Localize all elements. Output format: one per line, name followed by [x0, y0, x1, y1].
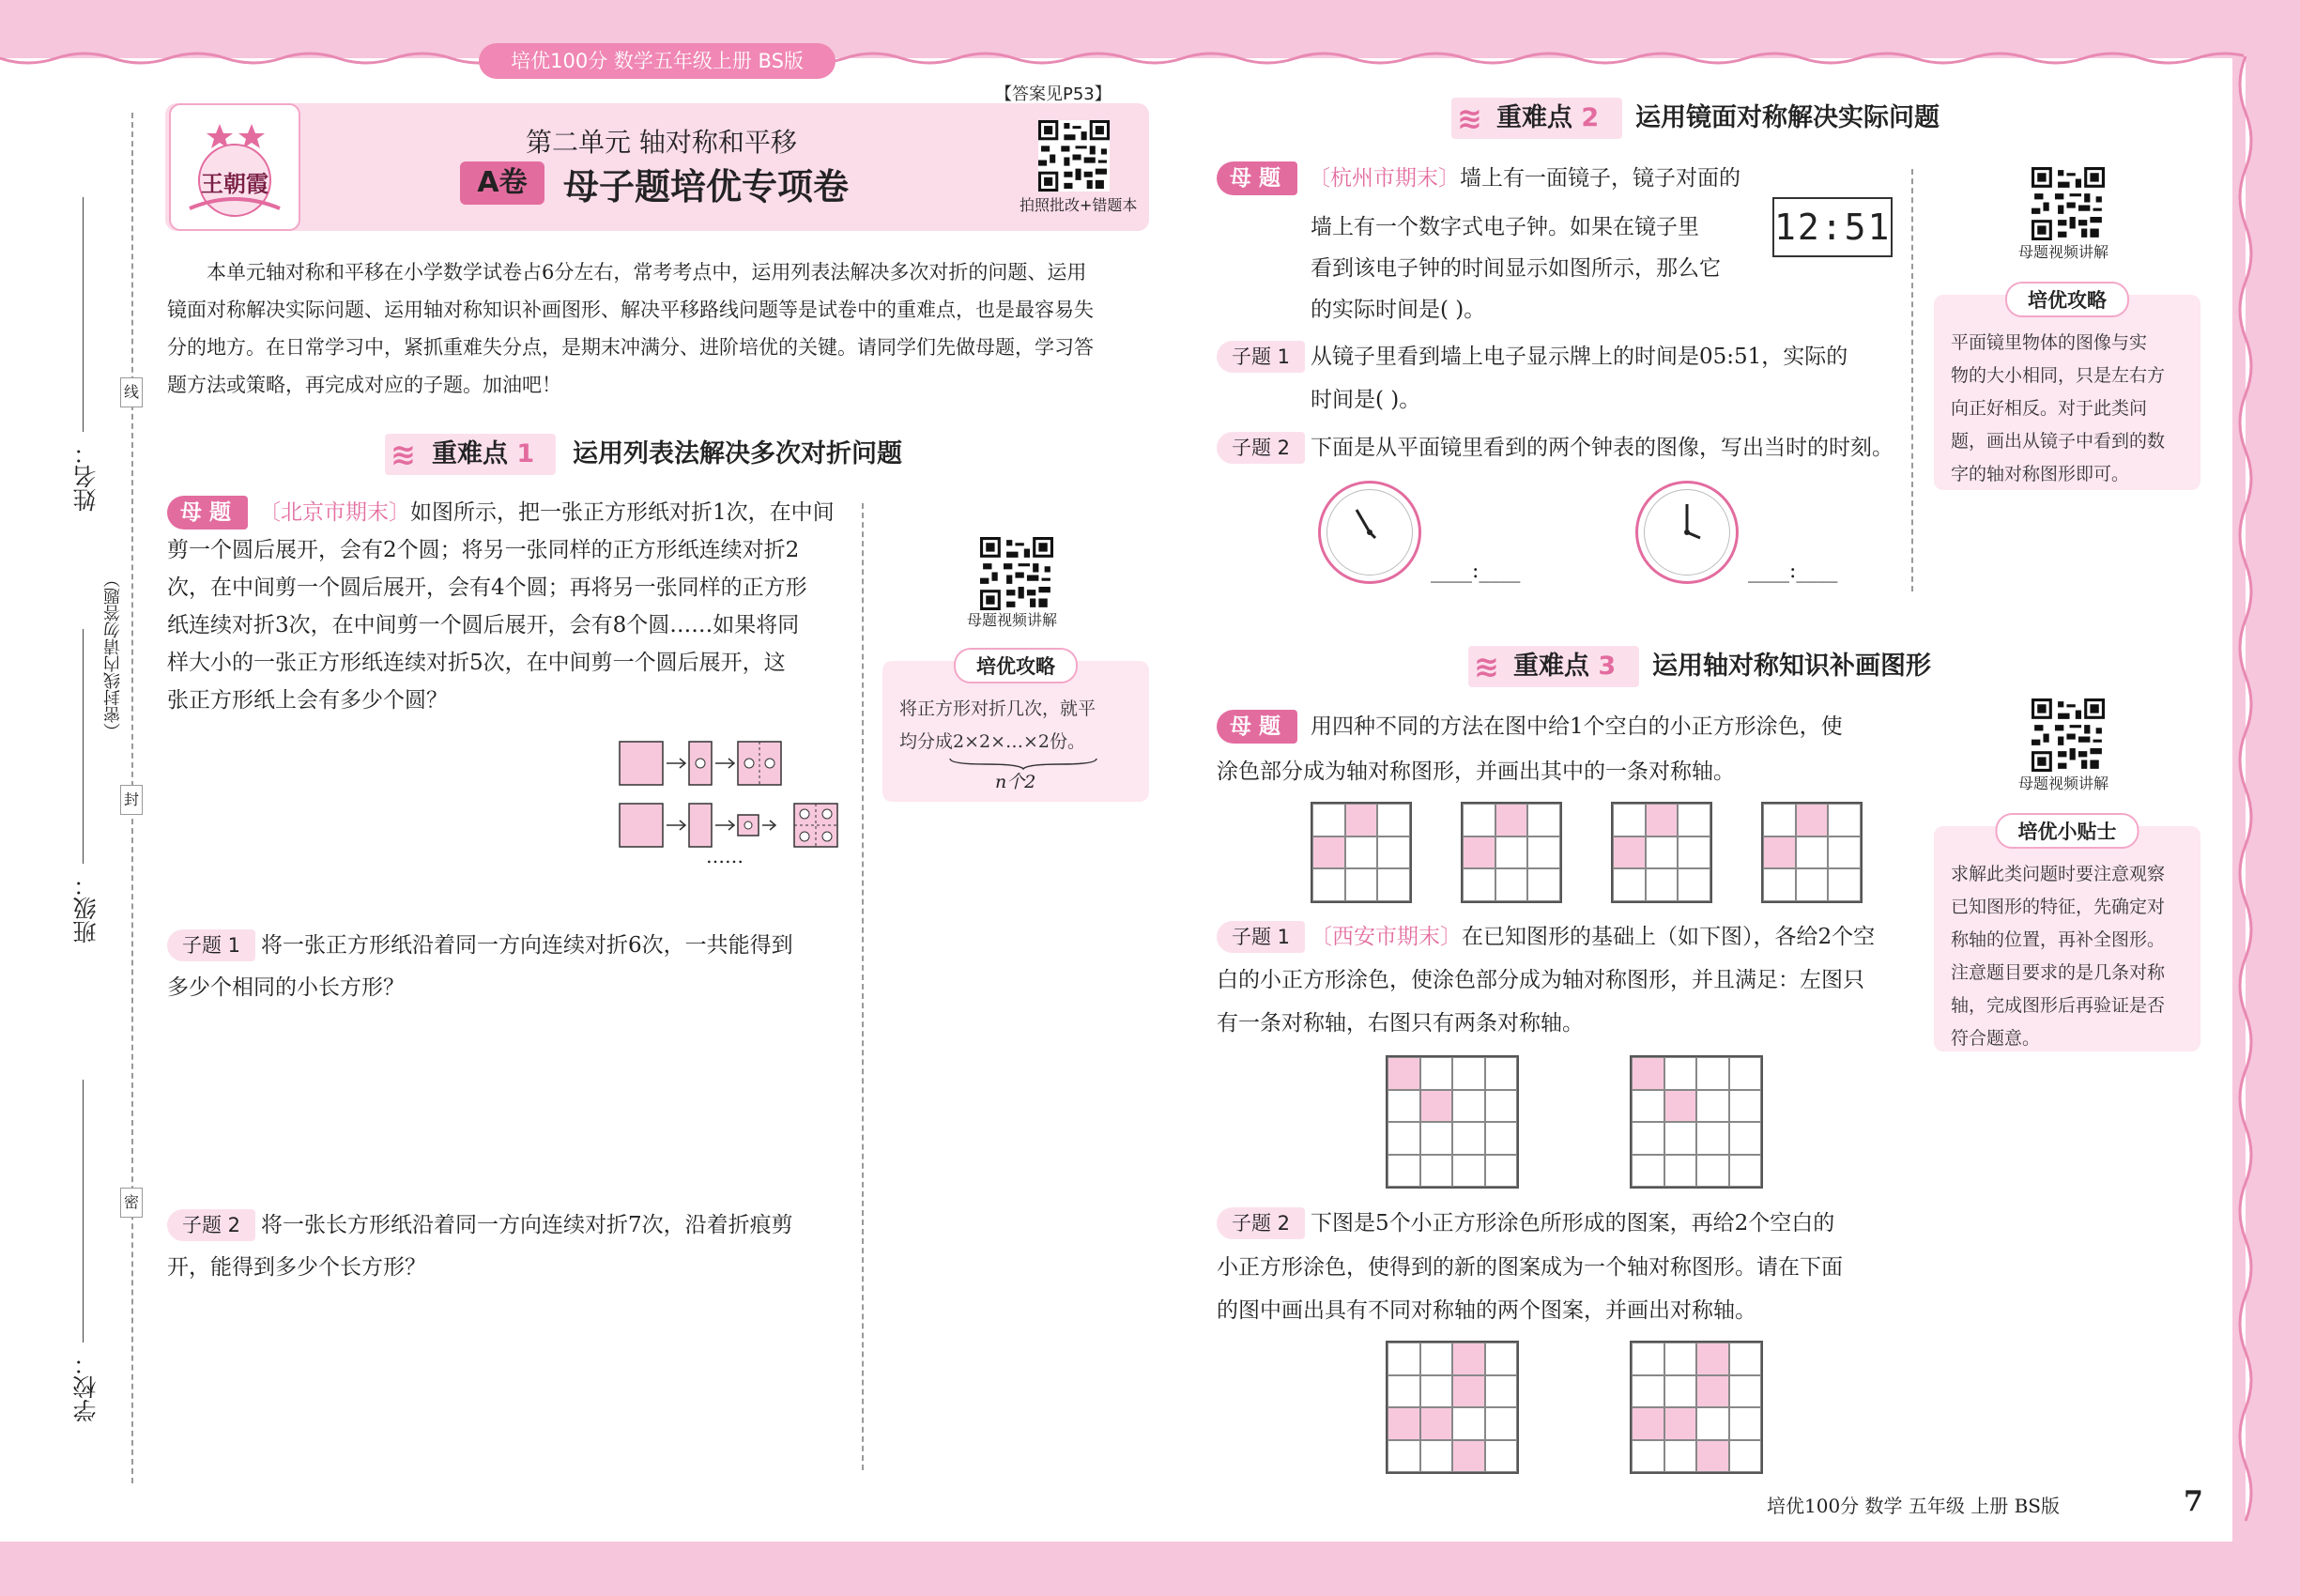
q3-line-2: 涂色部分成为轴对称图形，并画出其中的一条对称轴。	[1217, 760, 1735, 784]
q1-qr-caption: 母题视频讲解	[967, 611, 1058, 629]
seal-note: （密封线内请勿答题）	[103, 571, 123, 740]
name-underline	[83, 197, 84, 432]
class-underline	[83, 629, 84, 864]
school-underline	[83, 1080, 84, 1343]
clock2-answer-blank[interactable]: ____:____	[1748, 560, 1838, 583]
q1a-line-1: 将一张正方形纸沿着同一方向连续对折6次，一共能得到	[261, 933, 793, 958]
q3-tip-line-3: 称轴的位置，再补全图形。	[1951, 929, 2166, 950]
kp1-title: 运用列表法解决多次对折问题	[573, 439, 902, 468]
q1-mu-tag: 母 题	[167, 496, 248, 529]
q1b-line-2: 开，能得到多少个长方形？	[167, 1255, 426, 1280]
digital-clock-display: 12:51	[1772, 197, 1893, 257]
q3a-line-3: 有一条对称轴，右图只有两条对称轴。	[1217, 1011, 1584, 1036]
q1-line-3: 次，在中间剪一个圆后展开，会有4个圆；再将另一张同样的正方形	[167, 575, 807, 600]
footer-text: 培优100分 数学 五年级 上册 BS版	[1767, 1495, 2061, 1517]
q2-tip-line-2: 物的大小相同，只是左右方	[1951, 365, 2166, 386]
q3b-grid-right[interactable]	[1630, 1341, 1763, 1474]
q3b-line-3: 的图中画出具有不同对称轴的两个图案，并画出对称轴。	[1217, 1298, 1756, 1323]
diagram-ellipsis: ……	[706, 845, 744, 867]
logo	[169, 103, 300, 231]
q3b-grid-left[interactable]	[1386, 1341, 1519, 1474]
school-label: 学校：	[72, 1352, 100, 1422]
q2-mu-tag: 母 题	[1217, 161, 1297, 195]
q3-grid-4[interactable]	[1761, 802, 1863, 903]
q3a-tag: 子题 1	[1217, 921, 1305, 953]
q3-qr-code-icon[interactable]	[2032, 698, 2105, 772]
q3a-line-1: 〔西安市期末〕在已知图形的基础上（如下图），各给2个空	[1311, 925, 1876, 949]
q2-divider	[1911, 169, 1913, 591]
mirror-clock-2	[1635, 481, 1739, 584]
q1b-tag: 子题 2	[167, 1209, 255, 1241]
q1b-line-1: 将一张长方形纸沿着同一方向连续对折7次，沿着折痕剪	[261, 1213, 793, 1237]
kp2-title: 运用镜面对称解决实际问题	[1635, 103, 1940, 132]
q3a-grid-left[interactable]	[1386, 1055, 1519, 1189]
q2-tip-line-1: 平面镜里物体的图像与实	[1951, 332, 2148, 353]
q2-tip-head: 培优攻略	[2005, 282, 2129, 317]
q3b-line-1: 下图是5个小正方形涂色所形成的图案，再给2个空白的	[1311, 1211, 1835, 1235]
q3b-tag: 子题 2	[1217, 1207, 1305, 1239]
clock1-answer-blank[interactable]: ____:____	[1431, 560, 1521, 583]
q3-grid-3[interactable]	[1611, 802, 1712, 903]
q3-grid-1[interactable]	[1311, 802, 1412, 903]
q1-line-4: 纸连续对折3次，在中间剪一个圆后展开，会有8个圆……如果将同	[167, 613, 800, 637]
q2-line-4: 的实际时间是( )。	[1311, 298, 1486, 322]
right-wave-border	[2234, 0, 2300, 1596]
kp1-wave-icon: ≋	[391, 437, 416, 472]
banner-qr-caption: 拍照批改+错题本	[1020, 196, 1138, 214]
class-label: 班级：	[72, 873, 100, 944]
q2b-tag: 子题 2	[1217, 432, 1305, 464]
q1-line-2: 剪一个圆后展开，会有2个圆；将另一张同样的正方形纸连续对折2	[167, 538, 800, 562]
q1-tip-line-2: 均分成2×2×…×2份。	[899, 731, 1086, 752]
answer-ref: 【答案见P53】	[995, 84, 1112, 104]
intro-line-4: 题方法或策略，再完成对应的子题。加油吧！	[167, 374, 561, 396]
mi-box: 密	[120, 1188, 143, 1218]
juan-badge: A卷	[460, 161, 544, 205]
q1-tip-body	[899, 693, 1136, 759]
q1-line-5: 样大小的一张正方形纸连续对折5次，在中间剪一个圆后展开，这	[167, 651, 786, 675]
kp2-wave-icon: ≋	[1457, 100, 1482, 136]
q1-tip-head: 培优攻略	[954, 648, 1078, 683]
q1a-line-2: 多少个相同的小长方形？	[167, 975, 405, 1000]
q2-line-3: 看到该电子钟的时间显示如图所示，那么它	[1311, 256, 1721, 281]
qr-code-icon[interactable]	[1038, 120, 1110, 192]
q3-qr-caption: 母题视频讲解	[2018, 775, 2109, 792]
kp3-label: 重难点 3	[1513, 652, 1617, 681]
mirror-clock-1	[1318, 481, 1421, 584]
intro-line-2: 镜面对称解决实际问题、运用轴对称知识补画图形、解决平移路线问题等是试卷中的重难点，也是最容易失	[167, 299, 1094, 321]
q3-tip-body	[1951, 858, 2187, 1055]
header-tab: 培优100分 数学五年级上册 BS版	[479, 43, 836, 79]
q2-tip-body	[1951, 327, 2187, 491]
q2-qr-code-icon[interactable]	[2032, 167, 2105, 240]
q3-line-1: 用四种不同的方法在图中给1个空白的小正方形涂色，使	[1311, 714, 1843, 739]
q3a-grid-right[interactable]	[1630, 1055, 1763, 1189]
q1-divider	[862, 503, 864, 1470]
page-number: 7	[2184, 1485, 2203, 1518]
kp3-title: 运用轴对称知识补画图形	[1652, 652, 1931, 681]
unit-title: 第二单元 轴对称和平移	[526, 127, 797, 158]
q2-tip	[1934, 289, 2200, 490]
q1-tip	[882, 655, 1149, 802]
q1-line-1: 〔北京市期末〕如图所示，把一张正方形纸对折1次，在中间	[259, 500, 835, 525]
q3-tip-line-2: 已知图形的特征，先确定对	[1951, 897, 2166, 917]
q2a-tag: 子题 1	[1217, 341, 1305, 373]
q3-tip-line-6: 符合题意。	[1951, 1028, 2041, 1049]
q2-tip-line-5: 字的轴对称图形即可。	[1951, 464, 2130, 484]
q3-tip	[1934, 821, 2200, 1051]
q1a-tag: 子题 1	[167, 929, 255, 961]
q3-tip-line-4: 注意题目要求的是几条对称	[1951, 962, 2166, 983]
kp3-wave-icon: ≋	[1474, 649, 1499, 684]
q1-qr-code-icon[interactable]	[980, 537, 1053, 610]
q3-mu-tag: 母 题	[1217, 710, 1297, 744]
intro-line-1: 本单元轴对称和平移在小学数学试卷占6分左右，常考考点中，运用列表法解决多次对折的问题、运用	[207, 261, 1087, 284]
q2-line-1: 〔杭州市期末〕墙上有一面镜子，镜子对面的	[1309, 166, 1740, 191]
q2-tip-line-4: 题，画出从镜子中看到的数	[1951, 431, 2166, 452]
q3-tip-line-1: 求解此类问题时要注意观察	[1951, 864, 2166, 884]
q3b-line-2: 小正方形涂色，使得到的新的图案成为一个轴对称图形。请在下面	[1217, 1255, 1843, 1280]
bottom-border	[0, 1542, 2300, 1596]
q2-qr-caption: 母题视频讲解	[2018, 243, 2109, 261]
banner-title: 母子题培优专项卷	[563, 166, 850, 207]
q3-tip-line-5: 轴，完成图形后再验证是否	[1951, 995, 2166, 1016]
q3-grid-2[interactable]	[1461, 802, 1562, 903]
q2-line-2: 墙上有一个数字式电子钟。如果在镜子里	[1311, 215, 1699, 239]
q2b-line-1: 下面是从平面镜里看到的两个钟表的图像，写出当时的时刻。	[1311, 436, 1894, 460]
kp1-label: 重难点 1	[432, 439, 535, 468]
q2a-line-1: 从镜子里看到墙上电子显示牌上的时间是05:51，实际的	[1311, 345, 1848, 369]
kp2-label: 重难点 2	[1496, 103, 1600, 132]
seal-line-box: 线	[120, 377, 143, 407]
seal-box: 封	[120, 785, 143, 815]
q2-tip-line-3: 向正好相反。对于此类问	[1951, 398, 2148, 419]
q1-tip-n: n个2	[995, 772, 1036, 792]
q1-tip-line-1: 将正方形对折几次，就平	[899, 698, 1096, 719]
intro-line-3: 分的地方。在日常学习中，紧抓重难失分点，是期末冲满分、进阶培优的关键。请同学们先做母题，学习答	[167, 336, 1094, 359]
name-label: 姓名：	[72, 441, 100, 512]
top-wave-border	[0, 0, 2300, 84]
q3a-line-2: 白的小正方形涂色，使涂色部分成为轴对称图形，并且满足：左图只	[1217, 968, 1864, 992]
q2a-line-2: 时间是( )。	[1311, 388, 1421, 412]
q1-line-6: 张正方形纸上会有多少个圆？	[167, 688, 448, 713]
logo-text: 王朝霞	[201, 170, 268, 197]
q3-tip-head: 培优小贴士	[1996, 813, 2139, 849]
